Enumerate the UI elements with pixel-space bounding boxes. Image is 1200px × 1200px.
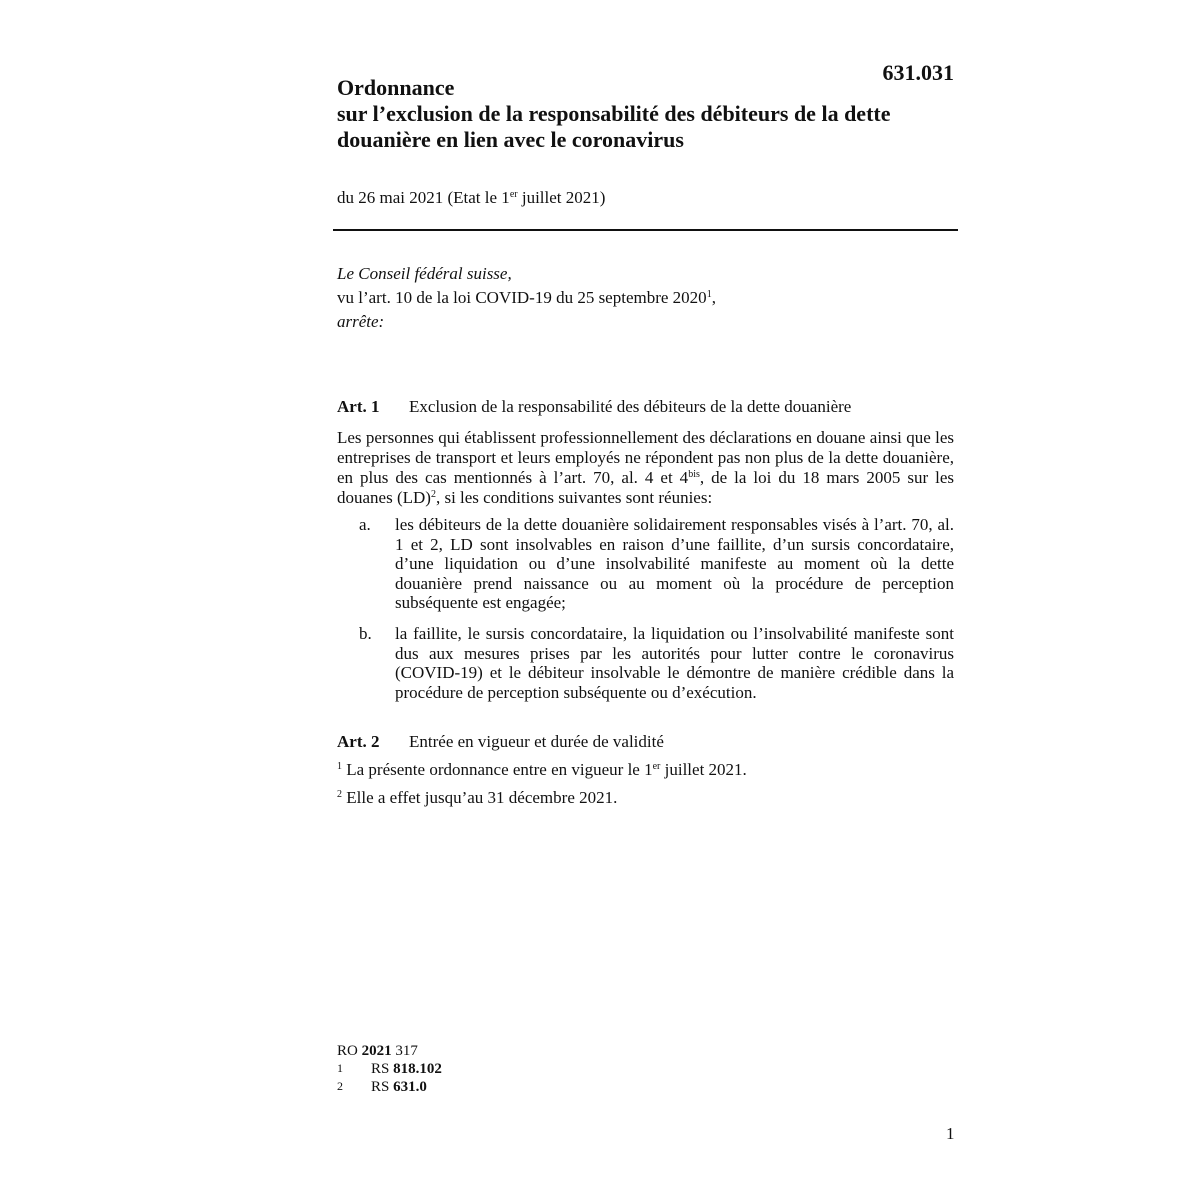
title-line-3: douanière en lien avec le coronavirus — [337, 127, 684, 152]
paragraph-number: 2 — [337, 789, 342, 800]
footnote-prefix: RS — [371, 1061, 394, 1077]
footnote-2 — [337, 1079, 427, 1096]
header-divider — [333, 229, 958, 231]
footnote-ref-1[interactable]: 1 — [706, 289, 712, 300]
footnote-link[interactable]: 818.102 — [393, 1061, 442, 1077]
ro-year: 2021 — [361, 1043, 392, 1059]
footnote-prefix: RS — [371, 1079, 394, 1095]
preamble-basis-end: , — [711, 288, 716, 307]
footnote-link[interactable]: 631.0 — [393, 1079, 427, 1095]
footnote-number: 2 — [337, 1079, 343, 1093]
preamble — [337, 262, 957, 334]
art1-intro-text-end: , si les conditions suivantes sont réunies: — [435, 488, 713, 507]
art1-title: Exclusion de la responsabilité des débiteurs de la dette douanière — [409, 397, 852, 416]
list-item-letter: a. — [359, 515, 371, 534]
paragraph-text: La présente ordonnance entre en vigueur le 1 — [342, 760, 653, 779]
art2-paragraph-2 — [337, 788, 957, 808]
paragraph-text: Elle a effet jusqu’au 31 décembre 2021. — [342, 788, 618, 807]
date-line — [337, 188, 605, 208]
list-item-text: les débiteurs de la dette douanière solidairement responsables visés à l’art. 70, al. 1 et 2, LD sont insolvables en raison d’une faillite, d’un sursis concordataire, d’une liquidation ou d’une insolvabilité manifeste au moment où la dette douanière prend naissance ou au moment où la procédure de perception subséquente est engagée; — [395, 515, 954, 612]
art1-intro — [337, 428, 954, 508]
ro-page: 317 — [391, 1043, 418, 1059]
art1-intro-text: Les personnes qui établissent professionnellement des déclarations en douane ainsi que les entreprises de transport et leurs employés ne répondent pas non plus de la dette douanière, en plus des cas mentionnés à l’art. 70, al. 4 et 4 — [337, 428, 954, 487]
preamble-basis — [337, 286, 957, 310]
preamble-decree: arrête: — [337, 312, 385, 331]
art1-intro-text-mid: , de la loi du 18 mars 2005 sur les douanes (LD) — [337, 468, 954, 507]
paragraph-superscript: er — [652, 761, 661, 772]
footnote-ref-2[interactable]: 2 — [430, 489, 436, 500]
title-line-2: sur l’exclusion de la responsabilité des débiteurs de la dette — [337, 101, 891, 126]
ro-prefix: RO — [337, 1043, 362, 1059]
date-text-end: juillet 2021) — [517, 188, 606, 207]
footnote-number: 1 — [337, 1061, 343, 1075]
date-superscript: er — [509, 189, 518, 200]
official-compilation-ref — [337, 1043, 418, 1060]
document-title — [337, 75, 957, 153]
art1-number: Art. 1 — [337, 397, 380, 416]
footnote-1 — [337, 1061, 442, 1078]
art1-intro-superscript: bis — [688, 469, 700, 480]
art2-paragraph-1 — [337, 760, 957, 780]
page-number: 1 — [946, 1124, 955, 1143]
paragraph-text-end: juillet 2021. — [660, 760, 747, 779]
preamble-basis-text: vu l’art. 10 de la loi COVID-19 du 25 septembre 2020 — [337, 288, 707, 307]
title-line-1: Ordonnance — [337, 75, 455, 100]
preamble-authority: Le Conseil fédéral suisse, — [337, 264, 512, 283]
list-item-letter: b. — [359, 624, 372, 643]
list-item-text: la faillite, le sursis concordataire, la liquidation ou l’insolvabilité manifeste sont dus aux mesures prises par les autorités pour lutter contre le coronavirus (COVID-19) et le débiteur insolvable le démontre de manière crédible dans la procédure de perception subséquente ou d’exécution. — [395, 624, 954, 702]
art2-heading — [337, 732, 957, 752]
art1-heading — [337, 397, 957, 417]
art2-number: Art. 2 — [337, 732, 380, 751]
document-number: 631.031 — [882, 60, 954, 85]
paragraph-number: 1 — [337, 761, 342, 772]
art2-title: Entrée en vigueur et durée de validité — [409, 732, 664, 751]
date-text: du 26 mai 2021 (Etat le 1 — [337, 188, 510, 207]
